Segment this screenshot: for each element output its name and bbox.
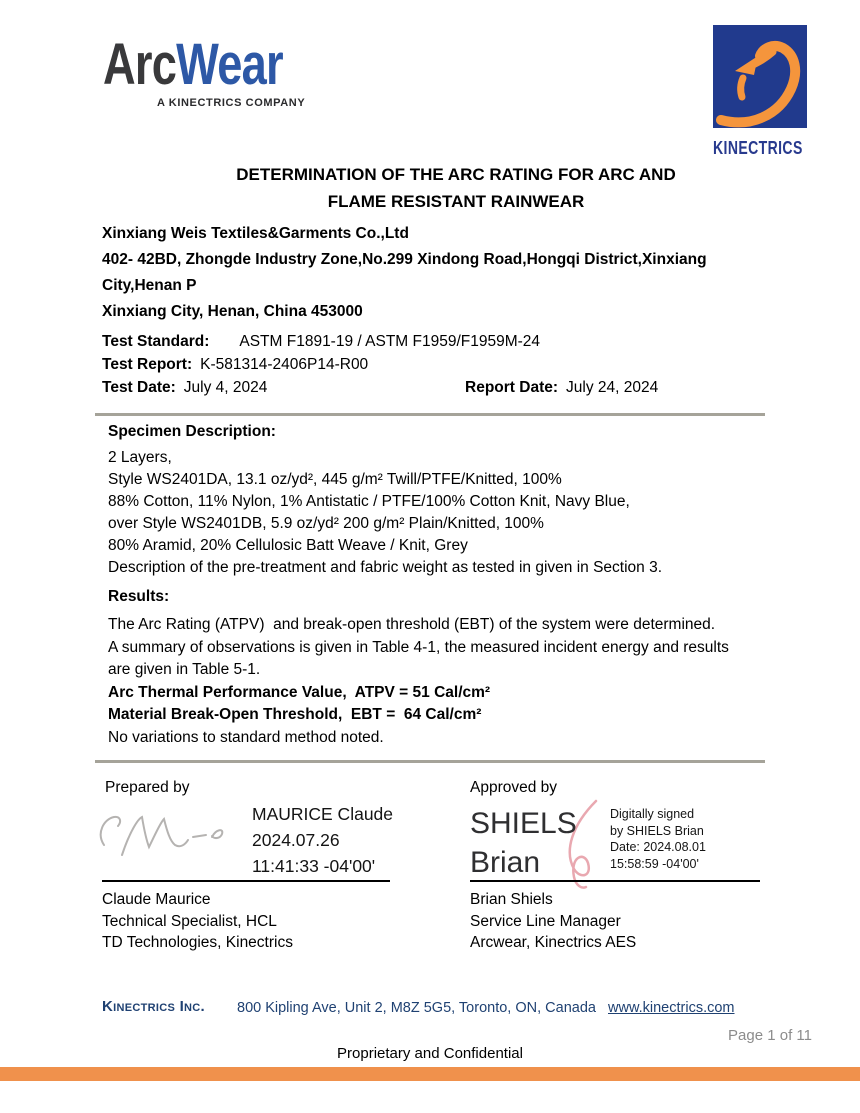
approver-identity xyxy=(470,889,636,954)
preparer-title: Technical Specialist, HCL xyxy=(102,912,277,930)
approver-note-line: Date: 2024.08.01 xyxy=(610,840,706,854)
approver-name: Brian Shiels xyxy=(470,891,553,908)
client-city: Xinxiang City, Henan, China 453000 xyxy=(102,303,363,320)
preparer-stamp-line: 2024.07.26 xyxy=(252,830,340,850)
separator-signatures xyxy=(95,760,765,763)
approved-by-label: Approved by xyxy=(470,779,558,796)
confidential-notice: Proprietary and Confidential xyxy=(337,1045,523,1062)
footer-company: Kinectrics Inc. xyxy=(102,998,206,1015)
arcwear-wordmark-arc: Arc xyxy=(103,32,177,97)
separator-top xyxy=(95,413,765,416)
preparer-signature-line xyxy=(102,880,390,882)
test-standard-label: Test Standard: xyxy=(102,333,210,350)
client-address-line1: 402- 42BD, Zhongde Industry Zone,No.299 Xindong Road,Hongqi District,Xinxiang xyxy=(102,251,707,268)
footer-address: 800 Kipling Ave, Unit 2, M8Z 5G5, Toronto, ON, Canada xyxy=(237,1000,596,1016)
preparer-signature-scrawl-icon xyxy=(98,805,248,867)
page-number: Page 1 of 11 xyxy=(728,1027,812,1044)
results-paragraph-line: The Arc Rating (ATPV) and break-open threshold (EBT) of the system were determined. xyxy=(108,616,716,633)
client-address-line2: City,Henan P xyxy=(102,277,197,294)
test-report-label: Test Report: xyxy=(102,356,193,373)
test-meta xyxy=(102,330,767,399)
arcwear-wordmark-wear: Wear xyxy=(176,32,283,97)
report-title-line2: FLAME RESISTANT RAINWEAR xyxy=(327,192,585,211)
bottom-accent-bar xyxy=(0,1067,860,1081)
report-date-group xyxy=(465,376,658,399)
specimen-line: 80% Aramid, 20% Cellulosic Batt Weave / Knit, Grey xyxy=(108,537,468,554)
approver-title: Service Line Manager xyxy=(470,912,621,930)
approver-signature-line xyxy=(470,880,760,882)
approver-note-line: 15:58:59 -04'00' xyxy=(610,856,699,871)
ebt-result: Material Break-Open Threshold, EBT = 64 Cal/cm² xyxy=(108,706,482,723)
kinectrics-swoosh-icon xyxy=(713,25,807,128)
approver-org: Arcwear, Kinectrics AES xyxy=(470,934,637,951)
kinectrics-wordmark: KINECTRICS xyxy=(713,138,803,158)
footer-website-link[interactable]: www.kinectrics.com xyxy=(608,1000,735,1016)
results-paragraph-line: are given in Table 5-1. xyxy=(108,661,261,678)
variations-note: No variations to standard method noted. xyxy=(108,728,384,746)
results-body xyxy=(108,614,768,749)
specimen-line: over Style WS2401DB, 5.9 oz/yd² 200 g/m² Plain/Knitted, 100% xyxy=(108,515,544,532)
pretreatment-note: Description of the pre-treatment and fabric weight as tested in given in Section 3. xyxy=(108,559,662,576)
preparer-stamp-line: MAURICE Claude xyxy=(252,804,394,824)
approver-digital-note xyxy=(610,806,706,872)
arcwear-wordmark xyxy=(103,32,283,97)
specimen-line: 2 Layers, xyxy=(108,449,172,466)
report-date-label: Report Date: xyxy=(465,379,559,396)
atpv-result: Arc Thermal Performance Value, ATPV = 51 Cal/cm² xyxy=(108,683,491,701)
approver-digital-stamp xyxy=(470,804,577,882)
specimen-lines xyxy=(108,447,768,557)
preparer-identity xyxy=(102,889,293,954)
preparer-stamp-line: 11:41:33 -04'00' xyxy=(252,856,376,876)
report-title xyxy=(102,161,810,215)
client-block xyxy=(102,221,767,325)
test-report-row xyxy=(102,353,767,376)
kinectrics-logo xyxy=(713,25,828,157)
approver-note-line: by SHIELS Brian xyxy=(610,823,704,838)
report-date-value: July 24, 2024 xyxy=(566,379,659,396)
arcwear-logo xyxy=(103,32,334,109)
test-report-value: K-581314-2406P14-R00 xyxy=(200,356,369,373)
approver-note-line: Digitally signed xyxy=(610,807,695,821)
preparer-name: Claude Maurice xyxy=(102,891,211,908)
test-date-label: Test Date: xyxy=(102,379,176,396)
test-standard-value: ASTM F1891-19 / ASTM F1959/F1959M-24 xyxy=(239,333,541,350)
test-date-value: July 4, 2024 xyxy=(183,379,268,396)
arcwear-tagline: A KINECTRICS COMPANY xyxy=(157,97,306,109)
dates-row xyxy=(102,376,767,399)
approver-stamp-line1: SHIELS xyxy=(470,807,577,840)
client-name: Xinxiang Weis Textiles&Garments Co.,Ltd xyxy=(102,225,409,242)
report-title-line1: DETERMINATION OF THE ARC RATING FOR ARC AND xyxy=(236,165,676,184)
preparer-org: TD Technologies, Kinectrics xyxy=(102,934,293,951)
results-paragraph-line: A summary of observations is given in Table 4-1, the measured incident energy and results xyxy=(108,638,729,656)
specimen-line: Style WS2401DA, 13.1 oz/yd², 445 g/m² Twill/PTFE/Knitted, 100% xyxy=(108,471,562,488)
preparer-digital-stamp xyxy=(252,801,393,879)
results-heading: Results: xyxy=(108,588,170,605)
approver-stamp-line2: Brian xyxy=(470,846,541,879)
specimen-line: 88% Cotton, 11% Nylon, 1% Antistatic / PTFE/100% Cotton Knit, Navy Blue, xyxy=(108,493,630,510)
prepared-by-label: Prepared by xyxy=(105,779,190,796)
specimen-heading: Specimen Description: xyxy=(108,423,276,440)
footer xyxy=(102,998,767,1020)
test-standard-row xyxy=(102,330,767,353)
